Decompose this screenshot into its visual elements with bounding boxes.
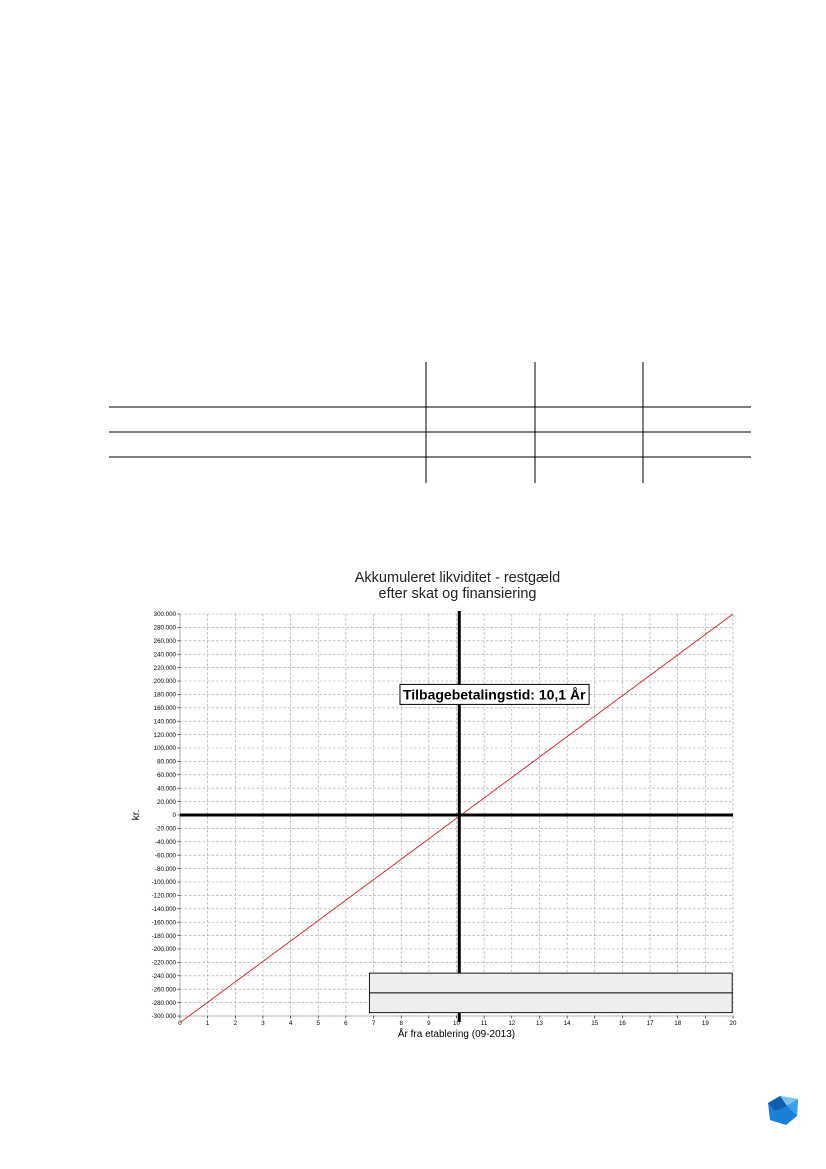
y-tick-label: 300.000 [153,611,176,619]
x-tick-label: 5 [316,1020,320,1027]
y-tick-label: -180.000 [151,932,176,940]
x-tick-label: 7 [371,1020,376,1027]
x-tick-label: 1 [205,1020,210,1027]
x-tick-label: 11 [480,1020,488,1027]
y-tick-label: 100.000 [153,745,176,753]
y-tick-label: -200.000 [151,946,176,954]
y-tick-label: 20.000 [157,798,176,806]
x-tick-label: 19 [701,1020,709,1027]
y-tick-label: -220.000 [151,959,176,967]
y-tick-label: -260.000 [151,986,176,994]
y-tick-label: 0 [172,812,176,820]
x-tick-label: 18 [674,1020,682,1027]
x-tick-label: 20 [729,1020,737,1027]
x-tick-labels [178,1016,737,1027]
x-tick-label: 10 [453,1020,460,1027]
y-tick-label: 140.000 [153,718,176,726]
chart-subtitle: efter skat og finansiering [378,586,537,602]
y-tick-label: -120.000 [151,892,176,900]
x-tick-label: 8 [399,1020,403,1027]
x-tick-label: 14 [563,1020,571,1027]
x-tick-label: 17 [646,1020,654,1027]
x-axis-label: År fra etablering (09-2013) [397,1029,516,1040]
x-tick-label: 4 [288,1020,293,1027]
y-tick-label: 280.000 [153,624,176,632]
y-tick-label: -280.000 [151,999,176,1007]
y-tick-label: 200.000 [153,678,176,686]
y-tick-label: -20.000 [155,825,176,833]
y-tick-label: 60.000 [157,772,176,779]
y-tick-label: 260.000 [153,638,176,645]
logo-icon [764,1094,800,1126]
y-tick-label: -160.000 [151,919,176,927]
y-axis-label: kr. [131,809,142,821]
y-tick-label: 220.000 [153,664,176,672]
y-tick-label: 180.000 [153,691,176,699]
x-tick-label: 15 [591,1020,599,1027]
y-tick-label: -140.000 [151,906,176,913]
y-tick-label: -100.000 [151,879,176,887]
chart-title-line: Akkumuleret likviditet - restgæld [354,570,561,586]
y-tick-label: 80.000 [157,758,176,766]
x-tick-label: 16 [618,1020,626,1027]
x-tick-label: 13 [536,1020,543,1027]
y-tick-labels [152,611,180,1020]
y-tick-label: 40.000 [157,785,176,793]
y-tick-label: -80.000 [155,865,176,873]
annotation-text: Tilbagebetalingstid: 10,1 År [402,686,586,703]
x-tick-label: 3 [261,1020,265,1027]
y-tick-label: 120.000 [153,731,176,739]
x-tick-label: 0 [178,1020,182,1027]
y-tick-label: -300.000 [151,1013,176,1021]
y-tick-label: -40.000 [155,839,176,846]
x-tick-label: 9 [427,1020,431,1027]
y-tick-label: 160.000 [153,705,176,712]
x-tick-label: 6 [344,1020,348,1027]
y-tick-label: 240.000 [153,651,176,659]
x-tick-label: 12 [508,1020,516,1027]
y-tick-label: -60.000 [155,852,176,860]
x-tick-label: 2 [233,1020,238,1027]
y-tick-label: -240.000 [151,973,176,980]
